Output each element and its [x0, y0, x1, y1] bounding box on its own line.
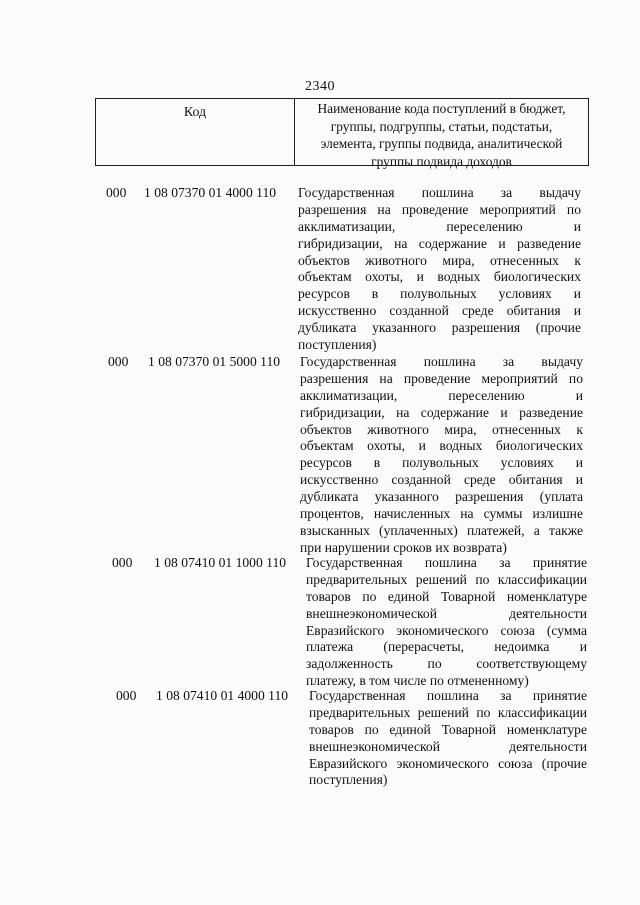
desc-line: платежу, в том числе по отмененному)	[306, 673, 529, 689]
desc-line: Евразийского экономического союза (сумма	[306, 622, 587, 638]
entry-description	[309, 688, 587, 789]
desc-line: объектам охоты, и водных биологических	[300, 438, 583, 454]
desc-line: Государственная пошлина за выдачу	[298, 185, 581, 200]
header-name-line: группы подвида доходов	[371, 153, 512, 169]
desc-line: Государственная пошлина за принятие	[306, 555, 587, 570]
desc-line: поступления)	[309, 772, 388, 788]
header-name-line: группы, подгруппы, статьи, подстатьи,	[330, 118, 553, 134]
desc-line: внешнеэкономической деятельности	[309, 738, 587, 754]
desc-line: разрешения на проведение мероприятий по	[298, 201, 581, 217]
entry-code-short: 000	[108, 354, 129, 369]
entry-code-long: 1 08 07370 01 4000 110	[144, 185, 277, 200]
entry-description	[300, 354, 583, 557]
entry-code-short: 000	[112, 555, 133, 570]
desc-line: объектам охоты, и водных биологических	[298, 269, 581, 285]
desc-line: товаров по единой Товарной номенклатуре	[306, 588, 587, 604]
desc-line: предварительных решений по классификации	[306, 571, 587, 587]
desc-line: гибридизации, на содержание и разведение	[298, 235, 581, 251]
entry-code-short: 000	[116, 688, 137, 703]
desc-line: внешнеэкономической деятельности	[306, 605, 587, 621]
desc-line: разрешения на проведение мероприятий по	[300, 370, 583, 386]
entry-code-long: 1 08 07370 01 5000 110	[148, 354, 281, 369]
header-code-label: Код	[96, 99, 295, 165]
header-table	[95, 98, 589, 169]
desc-line: товаров по единой Товарной номенклатуре	[309, 721, 587, 737]
header-name-line: Наименование кода поступлений в бюджет,	[317, 101, 566, 116]
entry-code-long: 1 08 07410 01 4000 110	[156, 688, 289, 703]
desc-line: взысканных (уплаченных) платежей, а также	[300, 522, 583, 538]
desc-line: процентов, начисленных на суммы излишне	[300, 506, 583, 522]
entry-code-long: 1 08 07410 01 1000 110	[154, 555, 287, 570]
desc-line: задолженность по соответствующему	[306, 656, 587, 672]
desc-line: платежа (перерасчеты, недоимка и	[306, 639, 587, 655]
entry-description	[306, 555, 587, 690]
header-name-line: элемента, группы подвида, аналитической	[320, 136, 563, 151]
desc-line: дубликата указанного разрешения (уплата	[300, 489, 583, 505]
page-number: 2340	[305, 79, 335, 94]
desc-line: акклиматизации, переселению и	[300, 387, 583, 403]
desc-line: искусственно созданной среде обитания и	[298, 303, 581, 319]
desc-line: ресурсов в полувольных условиях и	[298, 286, 581, 302]
desc-line: Государственная пошлина за принятие	[309, 688, 587, 703]
desc-line: объектов животного мира, отнесенных к	[300, 421, 583, 437]
desc-line: искусственно созданной среде обитания и	[300, 472, 583, 488]
header-name-label	[295, 99, 588, 169]
desc-line: Государственная пошлина за выдачу	[300, 354, 583, 369]
desc-line: дубликата указанного разрешения (прочие	[298, 320, 581, 336]
desc-line: гибридизации, на содержание и разведение	[300, 404, 583, 420]
desc-line: предварительных решений по классификации	[309, 704, 587, 720]
desc-line: Евразийского экономического союза (прочие	[309, 755, 587, 771]
desc-line: акклиматизации, переселению и	[298, 218, 581, 234]
entry-code-short: 000	[106, 185, 127, 200]
entry-description	[298, 185, 581, 354]
desc-line: поступления)	[298, 337, 377, 353]
desc-line: ресурсов в полувольных условиях и	[300, 455, 583, 471]
desc-line: объектов животного мира, отнесенных к	[298, 252, 581, 268]
desc-line: при нарушении сроков их возврата)	[300, 539, 507, 555]
